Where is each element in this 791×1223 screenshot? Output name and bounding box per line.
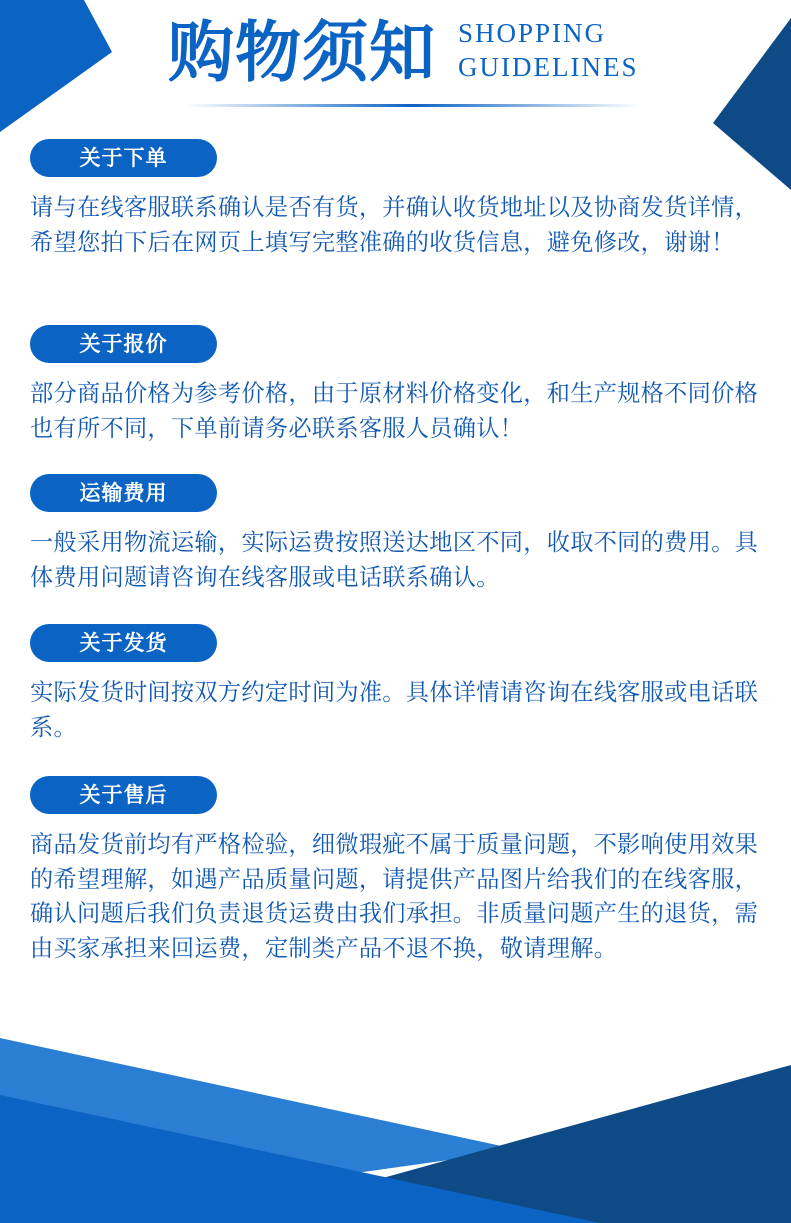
section-body: 请与在线客服联系确认是否有货，并确认收货地址以及协商发货详情，希望您拍下后在网页上填写完整准确的收货信息，避免修改，谢谢！: [30, 194, 759, 256]
section-shipping-fees: [30, 474, 760, 595]
header: [0, 0, 791, 120]
section-after-sales: [30, 776, 760, 966]
page-title: 购物须知: [168, 14, 436, 91]
subtitle-line-1: SHOPPING: [458, 18, 607, 48]
section-heading: 关于报价: [30, 325, 217, 363]
section-body: 一般采用物流运输，实际运费按照送达地区不同，收取不同的费用。具体费用问题请咨询在线客服或电话联系确认。: [30, 529, 759, 591]
section-ordering: [30, 139, 760, 260]
section-heading: 关于下单: [30, 139, 217, 177]
section-body: 实际发货时间按双方约定时间为准。具体详情请咨询在线客服或电话联系。: [30, 679, 759, 741]
title-underline: [185, 104, 640, 108]
section-body: 部分商品价格为参考价格，由于原材料价格变化，和生产规格不同价格也有所不同，下单前请务必联系客服人员确认！: [30, 380, 759, 442]
section-pricing: [30, 325, 760, 446]
subtitle-line-2: GUIDELINES: [458, 52, 639, 82]
page-subtitle: [458, 16, 638, 84]
section-body: 商品发货前均有严格检验，细微瑕疵不属于质量问题，不影响使用效果的希望理解，如遇产品质量问题，请提供产品图片给我们的在线客服，确认问题后我们负责退货运费由我们承担。非质量问题产生的退货，需由买家承担来回运费，定制类产品不退不换，敬请理解。: [30, 831, 759, 962]
section-heading: 运输费用: [30, 474, 217, 512]
section-heading: 关于售后: [30, 776, 217, 814]
section-delivery: [30, 624, 760, 745]
section-heading: 关于发货: [30, 624, 217, 662]
